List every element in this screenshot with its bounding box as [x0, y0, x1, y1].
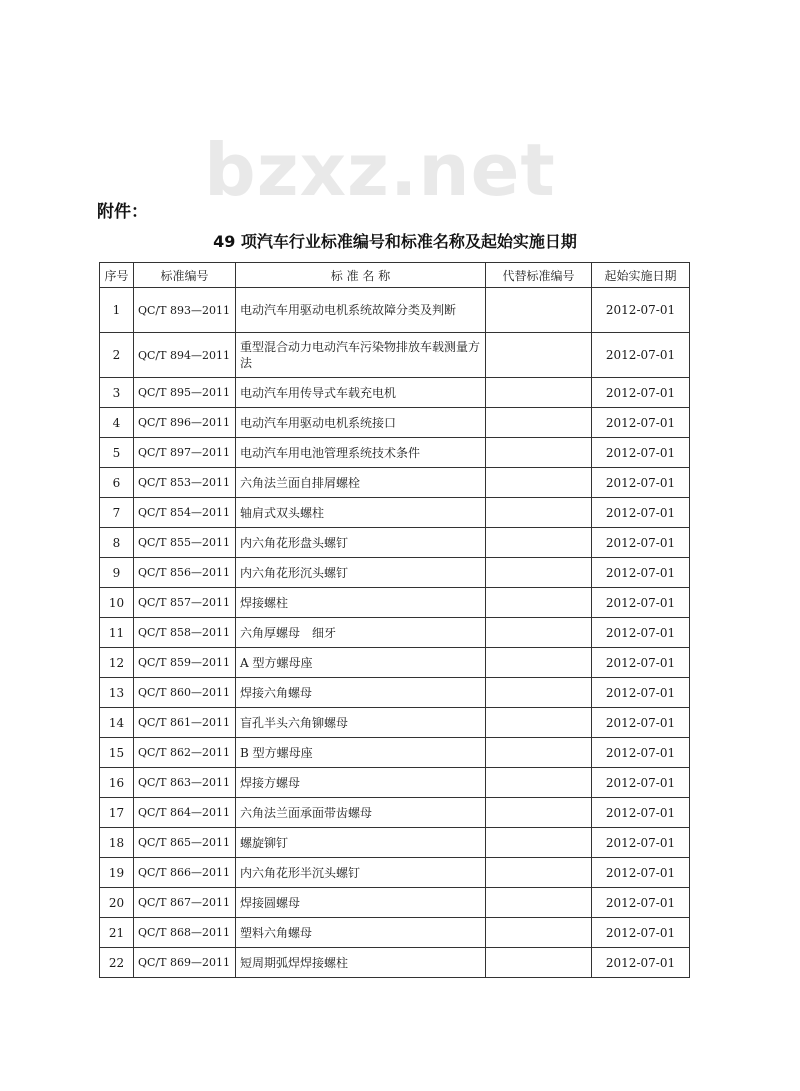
table-row: [100, 948, 690, 978]
replaced-standard: [486, 288, 592, 333]
table-row: [100, 678, 690, 708]
standard-code: QC/T 866—2011: [134, 858, 236, 888]
standard-code: QC/T 895—2011: [134, 378, 236, 408]
standard-name: 内六角花形盘头螺钉: [236, 528, 486, 558]
row-number: 8: [100, 528, 134, 558]
table-row: [100, 768, 690, 798]
effective-date: 2012-07-01: [592, 438, 690, 468]
replaced-standard: [486, 708, 592, 738]
header-name: 标 准 名 称: [236, 263, 486, 288]
row-number: 10: [100, 588, 134, 618]
standard-code: QC/T 864—2011: [134, 798, 236, 828]
standard-code: QC/T 894—2011: [134, 333, 236, 378]
standard-code: QC/T 858—2011: [134, 618, 236, 648]
replaced-standard: [486, 738, 592, 768]
standard-name: 短周期弧焊焊接螺柱: [236, 948, 486, 978]
row-number: 20: [100, 888, 134, 918]
standard-code: QC/T 863—2011: [134, 768, 236, 798]
standard-code: QC/T 854—2011: [134, 498, 236, 528]
replaced-standard: [486, 678, 592, 708]
effective-date: 2012-07-01: [592, 648, 690, 678]
standard-name: 螺旋铆钉: [236, 828, 486, 858]
standard-code: QC/T 869—2011: [134, 948, 236, 978]
standard-name: 焊接螺柱: [236, 588, 486, 618]
standard-code: QC/T 860—2011: [134, 678, 236, 708]
row-number: 21: [100, 918, 134, 948]
effective-date: 2012-07-01: [592, 918, 690, 948]
effective-date: 2012-07-01: [592, 708, 690, 738]
standard-name: 重型混合动力电动汽车污染物排放车载测量方法: [236, 333, 486, 378]
table-row: [100, 333, 690, 378]
effective-date: 2012-07-01: [592, 618, 690, 648]
effective-date: 2012-07-01: [592, 333, 690, 378]
standard-code: QC/T 865—2011: [134, 828, 236, 858]
standard-code: QC/T 897—2011: [134, 438, 236, 468]
standard-name: 六角法兰面承面带齿螺母: [236, 798, 486, 828]
header-code: 标准编号: [134, 263, 236, 288]
table-row: [100, 558, 690, 588]
table-row: [100, 438, 690, 468]
document-title: 49 项汽车行业标准编号和标准名称及起始实施日期: [213, 232, 577, 251]
standard-name: 盲孔半头六角铆螺母: [236, 708, 486, 738]
row-number: 13: [100, 678, 134, 708]
replaced-standard: [486, 438, 592, 468]
standard-code: QC/T 861—2011: [134, 708, 236, 738]
replaced-standard: [486, 408, 592, 438]
row-number: 6: [100, 468, 134, 498]
standards-table: [99, 262, 690, 978]
standard-name: 电动汽车用驱动电机系统故障分类及判断: [236, 288, 486, 333]
effective-date: 2012-07-01: [592, 858, 690, 888]
effective-date: 2012-07-01: [592, 468, 690, 498]
effective-date: 2012-07-01: [592, 378, 690, 408]
replaced-standard: [486, 498, 592, 528]
row-number: 17: [100, 798, 134, 828]
standard-code: QC/T 853—2011: [134, 468, 236, 498]
standard-name: 焊接圆螺母: [236, 888, 486, 918]
replaced-standard: [486, 828, 592, 858]
row-number: 11: [100, 618, 134, 648]
effective-date: 2012-07-01: [592, 498, 690, 528]
standard-name: 焊接方螺母: [236, 768, 486, 798]
table-row: [100, 648, 690, 678]
standard-name: 塑料六角螺母: [236, 918, 486, 948]
standard-name: 六角法兰面自排屑螺栓: [236, 468, 486, 498]
effective-date: 2012-07-01: [592, 558, 690, 588]
standard-code: QC/T 893—2011: [134, 288, 236, 333]
effective-date: 2012-07-01: [592, 738, 690, 768]
table-row: [100, 918, 690, 948]
row-number: 4: [100, 408, 134, 438]
effective-date: 2012-07-01: [592, 888, 690, 918]
row-number: 12: [100, 648, 134, 678]
table-row: [100, 468, 690, 498]
replaced-standard: [486, 333, 592, 378]
row-number: 1: [100, 288, 134, 333]
replaced-standard: [486, 378, 592, 408]
standard-name: B 型方螺母座: [236, 738, 486, 768]
row-number: 22: [100, 948, 134, 978]
effective-date: 2012-07-01: [592, 588, 690, 618]
standard-name: 六角厚螺母 细牙: [236, 618, 486, 648]
table-row: [100, 888, 690, 918]
row-number: 5: [100, 438, 134, 468]
table-row: [100, 828, 690, 858]
table-row: [100, 498, 690, 528]
table-body: [100, 288, 690, 978]
replaced-standard: [486, 918, 592, 948]
standard-name: 电动汽车用驱动电机系统接口: [236, 408, 486, 438]
table-row: [100, 858, 690, 888]
table-row: [100, 618, 690, 648]
replaced-standard: [486, 888, 592, 918]
row-number: 2: [100, 333, 134, 378]
replaced-standard: [486, 618, 592, 648]
replaced-standard: [486, 648, 592, 678]
effective-date: 2012-07-01: [592, 408, 690, 438]
table-header-row: [100, 263, 690, 288]
standard-name: 电动汽车用传导式车载充电机: [236, 378, 486, 408]
standard-code: QC/T 867—2011: [134, 888, 236, 918]
effective-date: 2012-07-01: [592, 678, 690, 708]
table-row: [100, 408, 690, 438]
row-number: 3: [100, 378, 134, 408]
effective-date: 2012-07-01: [592, 288, 690, 333]
standard-code: QC/T 896—2011: [134, 408, 236, 438]
watermark: bzxz.net: [204, 128, 556, 212]
replaced-standard: [486, 588, 592, 618]
standard-code: QC/T 855—2011: [134, 528, 236, 558]
effective-date: 2012-07-01: [592, 798, 690, 828]
row-number: 7: [100, 498, 134, 528]
effective-date: 2012-07-01: [592, 768, 690, 798]
table-row: [100, 708, 690, 738]
row-number: 19: [100, 858, 134, 888]
replaced-standard: [486, 948, 592, 978]
row-number: 18: [100, 828, 134, 858]
standard-name: 电动汽车用电池管理系统技术条件: [236, 438, 486, 468]
standard-code: QC/T 856—2011: [134, 558, 236, 588]
row-number: 9: [100, 558, 134, 588]
standard-name: 轴肩式双头螺柱: [236, 498, 486, 528]
standard-code: QC/T 859—2011: [134, 648, 236, 678]
header-date: 起始实施日期: [592, 263, 690, 288]
header-replaces: 代替标准编号: [486, 263, 592, 288]
attachment-label: 附件：: [97, 202, 148, 222]
table-row: [100, 528, 690, 558]
table-row: [100, 798, 690, 828]
replaced-standard: [486, 558, 592, 588]
effective-date: 2012-07-01: [592, 948, 690, 978]
standard-name: 焊接六角螺母: [236, 678, 486, 708]
replaced-standard: [486, 528, 592, 558]
standard-name: 内六角花形沉头螺钉: [236, 558, 486, 588]
row-number: 14: [100, 708, 134, 738]
standard-name: A 型方螺母座: [236, 648, 486, 678]
table-row: [100, 378, 690, 408]
effective-date: 2012-07-01: [592, 828, 690, 858]
standard-code: QC/T 857—2011: [134, 588, 236, 618]
row-number: 16: [100, 768, 134, 798]
replaced-standard: [486, 468, 592, 498]
replaced-standard: [486, 798, 592, 828]
table-row: [100, 288, 690, 333]
standard-code: QC/T 868—2011: [134, 918, 236, 948]
effective-date: 2012-07-01: [592, 528, 690, 558]
row-number: 15: [100, 738, 134, 768]
replaced-standard: [486, 858, 592, 888]
table-row: [100, 588, 690, 618]
standard-code: QC/T 862—2011: [134, 738, 236, 768]
header-no: 序号: [100, 263, 134, 288]
replaced-standard: [486, 768, 592, 798]
standard-name: 内六角花形半沉头螺钉: [236, 858, 486, 888]
table-row: [100, 738, 690, 768]
